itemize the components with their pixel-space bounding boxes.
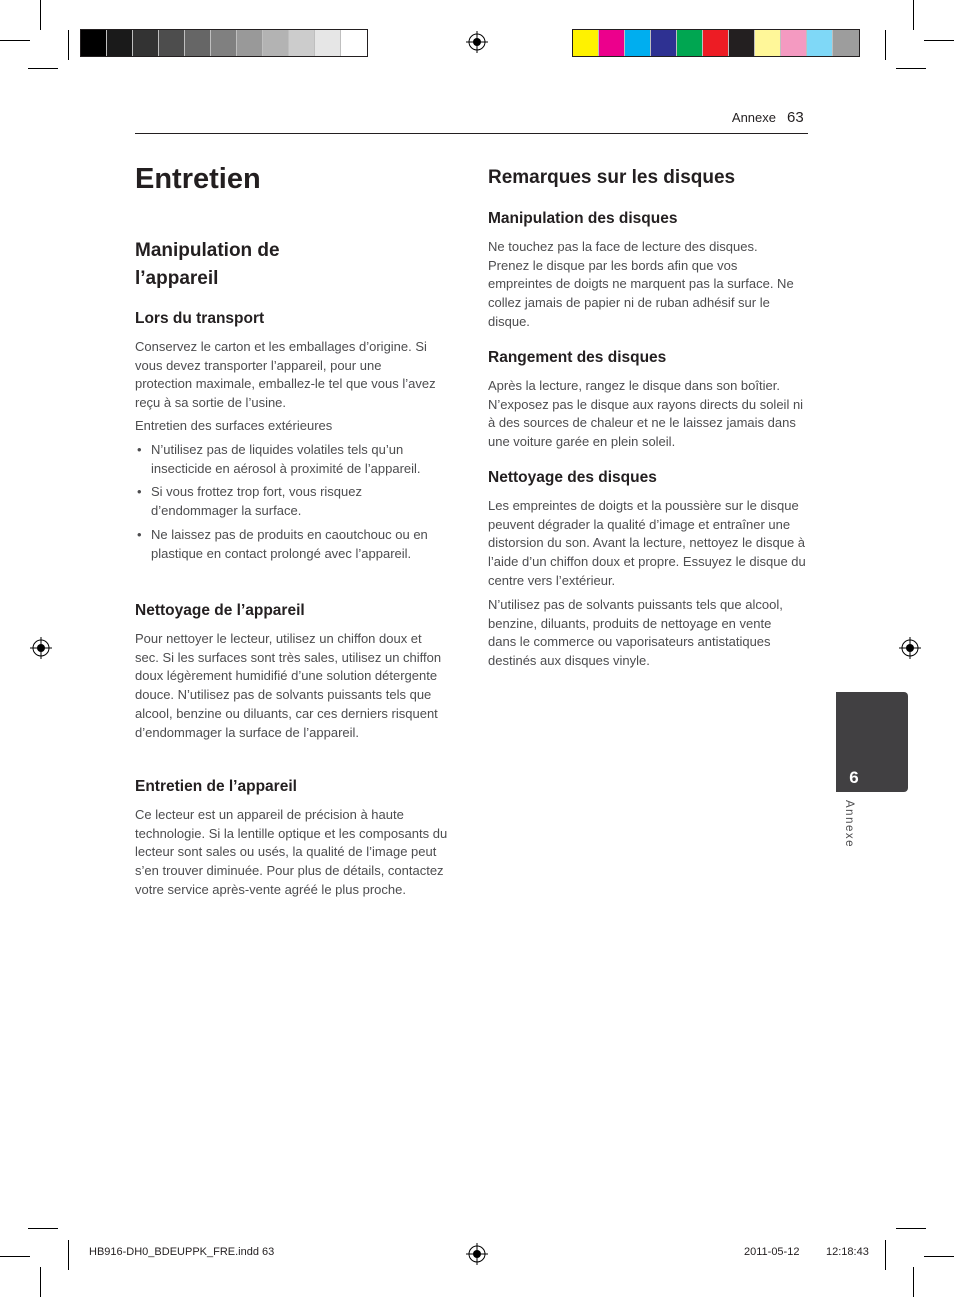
- subheading-transport: Lors du transport: [135, 310, 265, 327]
- subheading-disc-cleaning: Nettoyage des disques: [488, 469, 657, 486]
- crop-mark: [913, 1267, 914, 1297]
- chapter-number: 6: [849, 768, 859, 787]
- device-cleaning-paragraph: Pour nettoyer le lecteur, utilisez un chiffon doux et sec. Si les surfaces sont très sales, utilisez un chiffon doux légèrement humidifié d’une solution détergente douce. N’utilisez pas de solvants puissants tels que alcool, benzine ou diluants, car ces derniers risquent d’endommager la surface de l’appareil.: [135, 631, 442, 740]
- exterior-surfaces-label: Entretien des surfaces extérieures: [135, 418, 333, 433]
- color-swatch: [237, 30, 263, 56]
- color-swatch: [263, 30, 289, 56]
- color-swatch: [289, 30, 315, 56]
- subheading-device-cleaning: Nettoyage de l’appareil: [135, 602, 305, 619]
- crop-mark: [924, 1256, 954, 1257]
- grayscale-color-bar: [80, 29, 368, 57]
- color-swatch: [729, 30, 755, 56]
- crop-mark: [896, 1228, 926, 1229]
- page-number: 63: [787, 109, 804, 126]
- crop-mark: [885, 30, 886, 60]
- color-swatch: [625, 30, 651, 56]
- crop-mark: [885, 1240, 886, 1270]
- section-heading-disc-notes: Remarques sur les disques: [488, 167, 736, 188]
- crop-mark: [28, 1228, 58, 1229]
- section-heading-device-handling: Manipulation de l’appareil: [135, 240, 280, 289]
- crop-mark: [924, 40, 954, 41]
- subheading-disc-handling: Manipulation des disques: [488, 210, 678, 227]
- running-header-section: Annexe: [731, 110, 776, 125]
- crop-mark: [68, 30, 69, 60]
- color-swatch: [211, 30, 237, 56]
- color-swatch: [133, 30, 159, 56]
- transport-paragraph: Conservez le carton et les emballages d’origine. Si vous devez transporter l’appareil, pour une protection maximale, emballez-le tel que vous l’avez reçu à sa sortie de l’usine.: [135, 339, 436, 411]
- bullet-icon: •: [137, 484, 142, 500]
- color-swatch: [159, 30, 185, 56]
- color-swatch: [185, 30, 211, 56]
- device-maintenance-paragraph: Ce lecteur est un appareil de précision à haute technologie. Si la lentille optique et les composants du lecteur sont sales ou usés, la qualité de l’image peut s’en trouver diminuée. Pour plus de détails, contactez votre service après-vente agréé le plus proche.: [135, 807, 448, 897]
- header-rule: [135, 133, 808, 134]
- bullet-icon: •: [137, 526, 142, 542]
- color-swatch: [781, 30, 807, 56]
- disc-handling-paragraph: Ne touchez pas la face de lecture des disques. Prenez le disque par les bords afin que vos empreintes de doigts ne marquent pas la surface. Ne collez jamais de papier ni de ruban adhésif sur le disque.: [488, 239, 794, 329]
- footer-date: 2011-05-12: [744, 1246, 800, 1258]
- color-swatch: [703, 30, 729, 56]
- subheading-device-maintenance: Entretien de l’appareil: [135, 778, 297, 795]
- color-swatch: [107, 30, 133, 56]
- chapter-tab-label: Annexe: [843, 800, 855, 849]
- list-item: • Si vous frottez trop fort, vous risquez d’endommager la surface.: [137, 484, 362, 519]
- crop-mark: [28, 68, 58, 69]
- color-swatch: [807, 30, 833, 56]
- disc-solvents-paragraph: N’utilisez pas de solvants puissants tels que alcool, benzine, diluants, produits de nettoyage en vente dans le commerce ou vaporisateurs antistatiques destinés aux disques vinyle.: [488, 597, 783, 669]
- crop-mark: [0, 1256, 30, 1257]
- process-color-bar: [572, 29, 860, 57]
- disc-storage-paragraph: Après la lecture, rangez le disque dans son boîtier. N’exposez pas le disque aux rayons directs du soleil ni à des sources de chaleur et ne le laissez jamais dans une voiture garée en plein soleil.: [488, 378, 804, 450]
- precautions-list: [135, 441, 455, 568]
- crop-mark: [896, 68, 926, 69]
- crop-mark: [913, 0, 914, 30]
- disc-cleaning-paragraph: Les empreintes de doigts et la poussière sur le disque peuvent dégrader la qualité d’image et entraîner une distorsion du son. Avant la lecture, nettoyez le disque à l’aide d’un chiffon doux et propre. Essuyez le disque du centre vers l’extérieur.: [488, 498, 806, 588]
- registration-mark-icon: [466, 31, 488, 53]
- crop-mark: [68, 1240, 69, 1270]
- list-item: • Ne laissez pas de produits en caoutchouc ou en plastique en contact prolongé avec l’appareil.: [137, 526, 428, 561]
- color-swatch: [755, 30, 781, 56]
- color-swatch: [677, 30, 703, 56]
- color-swatch: [651, 30, 677, 56]
- color-swatch: [573, 30, 599, 56]
- color-swatch: [315, 30, 341, 56]
- registration-mark-icon: [899, 637, 921, 659]
- registration-mark-icon: [466, 1243, 488, 1265]
- list-item: • N’utilisez pas de liquides volatiles tels qu’un insecticide en aérosol à proximité de l’appareil.: [137, 442, 421, 476]
- registration-mark-icon: [30, 637, 52, 659]
- color-swatch: [599, 30, 625, 56]
- bullet-icon: •: [137, 442, 142, 457]
- crop-mark: [40, 1267, 41, 1297]
- page-title: Entretien: [135, 163, 261, 195]
- crop-mark: [40, 0, 41, 30]
- crop-mark: [0, 40, 30, 41]
- subheading-disc-storage: Rangement des disques: [488, 349, 667, 366]
- footer-filename: HB916-DH0_BDEUPPK_FRE.indd 63: [89, 1246, 275, 1258]
- color-swatch: [81, 30, 107, 56]
- color-swatch: [833, 30, 859, 56]
- color-swatch: [341, 30, 367, 56]
- footer-time: 12:18:43: [826, 1246, 869, 1258]
- chapter-tab: [836, 692, 908, 792]
